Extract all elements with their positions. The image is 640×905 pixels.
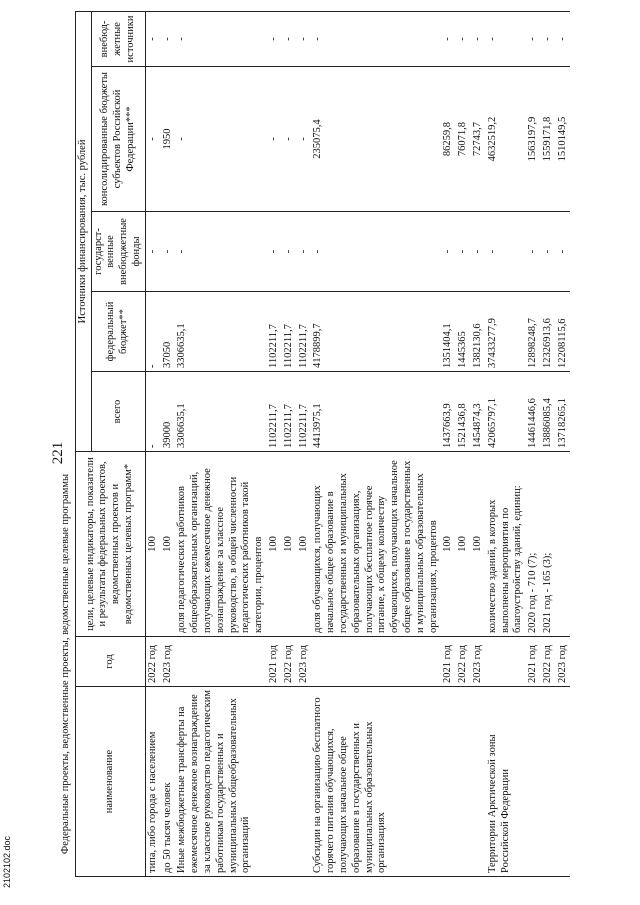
- table-row: [456, 11, 471, 876]
- cell-federal: 1102211,7: [267, 292, 282, 372]
- cell-target: 100: [282, 452, 297, 637]
- cell-target: 100: [145, 452, 160, 637]
- cell-extra: -: [456, 11, 471, 66]
- cell-year: 2021 год: [526, 637, 541, 687]
- cell-target: [556, 452, 571, 637]
- cell-regional: -: [297, 67, 312, 212]
- cell-target: 100: [456, 452, 471, 637]
- cell-state-funds: -: [456, 212, 471, 292]
- page-number: 221: [49, 441, 66, 465]
- col-header-state-funds: государст-венные внебюджетные фонды: [91, 212, 145, 292]
- cell-target: доля педагогических работников общеобразовательных организаций, получающих ежемесячное денежное вознаграждение за классное руководство, в общей численности педагогических работников такой категории, процентов: [175, 452, 267, 637]
- cell-target: 2020 год - 710 (7);: [526, 452, 541, 637]
- table-row: [161, 11, 176, 876]
- cell-federal: 1445365: [456, 292, 471, 372]
- cell-total: 4413975,1: [311, 372, 441, 452]
- cell-year: 2022 год: [456, 637, 471, 687]
- cell-extra: -: [161, 11, 176, 66]
- cell-name: [297, 687, 312, 877]
- rotated-table-container: [58, 12, 568, 877]
- cell-year: [486, 637, 526, 687]
- cell-regional: 1510149,5: [556, 67, 571, 212]
- cell-state-funds: -: [486, 212, 526, 292]
- cell-state-funds: -: [541, 212, 556, 292]
- cell-total: -: [145, 372, 160, 452]
- cell-total: 1102211,7: [267, 372, 282, 452]
- cell-extra: -: [267, 11, 282, 66]
- table-row: [526, 11, 541, 876]
- cell-federal: 1102211,7: [297, 292, 312, 372]
- cell-state-funds: -: [161, 212, 176, 292]
- cell-state-funds: -: [297, 212, 312, 292]
- table-body: [145, 11, 570, 876]
- cell-name: [471, 687, 486, 877]
- cell-year: 2022 год: [282, 637, 297, 687]
- cell-total: 39000: [161, 372, 176, 452]
- cell-federal: 3306635,1: [175, 292, 267, 372]
- cell-extra: -: [541, 11, 556, 66]
- footer-filename: 2102102.doc: [2, 835, 12, 888]
- cell-state-funds: -: [267, 212, 282, 292]
- cell-state-funds: -: [556, 212, 571, 292]
- cell-extra: -: [175, 11, 267, 66]
- cell-name: [541, 687, 556, 877]
- cell-federal: 12208115,6: [556, 292, 571, 372]
- col-header-name: наименование: [75, 687, 145, 877]
- cell-extra: -: [471, 11, 486, 66]
- cell-year: 2023 год: [297, 637, 312, 687]
- cell-name: до 50 тысяч человек: [161, 687, 176, 877]
- cell-name: Субсидии на организацию бесплатного горячего питания обучающихся, получающих начальное общее образование в государственных и муниципальных образовательных организациях: [311, 687, 441, 877]
- cell-target: 100: [161, 452, 176, 637]
- cell-state-funds: -: [471, 212, 486, 292]
- col-header-federal: федеральный бюджет**: [91, 292, 145, 372]
- cell-extra: -: [282, 11, 297, 66]
- cell-total: 42065797,1: [486, 372, 526, 452]
- cell-year: 2021 год: [267, 637, 282, 687]
- cell-federal: 37050: [161, 292, 176, 372]
- cell-year: 2023 год: [161, 637, 176, 687]
- cell-regional: -: [175, 67, 267, 212]
- cell-state-funds: -: [526, 212, 541, 292]
- cell-total: 1521436,8: [456, 372, 471, 452]
- col-header-extrabudget: внебюд-жетные источники: [91, 11, 145, 66]
- cell-name: [456, 687, 471, 877]
- cell-extra: -: [441, 11, 456, 66]
- cell-extra: -: [556, 11, 571, 66]
- table-title: Федеральные проекты, ведомственные проекты, ведомственные целевые программы: [58, 452, 75, 877]
- table-row: [541, 11, 556, 876]
- cell-regional: 1559171,8: [541, 67, 556, 212]
- cell-total: 13886085,4: [541, 372, 556, 452]
- cell-extra: -: [297, 11, 312, 66]
- col-header-regional: консолидированные бюджеты субъектов Российской Федерации***: [91, 67, 145, 212]
- cell-year: 2023 год: [471, 637, 486, 687]
- cell-regional: 1950: [161, 67, 176, 212]
- cell-federal: 1102211,7: [282, 292, 297, 372]
- cell-year: 2021 год: [441, 637, 456, 687]
- cell-year: 2022 год: [145, 637, 160, 687]
- cell-total: 3306635,1: [175, 372, 267, 452]
- cell-total: 13718265,1: [556, 372, 571, 452]
- cell-name: типа, либо города с населением: [145, 687, 160, 877]
- cell-extra: -: [145, 11, 160, 66]
- cell-extra: -: [526, 11, 541, 66]
- cell-regional: -: [267, 67, 282, 212]
- table-row: [471, 11, 486, 876]
- cell-target: 2021 год - 165 (3);: [541, 452, 556, 637]
- cell-name: [267, 687, 282, 877]
- cell-extra: -: [486, 11, 526, 66]
- table-row: [297, 11, 312, 876]
- cell-name: [282, 687, 297, 877]
- cell-total: 1102211,7: [297, 372, 312, 452]
- funding-table: [58, 11, 570, 877]
- cell-target: количество зданий, в которых выполнены мероприятия по благоустройству зданий, единиц:: [486, 452, 526, 637]
- cell-total: 14461446,6: [526, 372, 541, 452]
- cell-year: 2023 год: [556, 637, 571, 687]
- cell-name: Иные межбюджетные трансферты на ежемесячное денежное вознаграждение за классное руководство педагогическим работникам государственных и муниципальных общеобразовательных организаций: [175, 687, 267, 877]
- table-row: [441, 11, 456, 876]
- cell-year: [311, 637, 441, 687]
- cell-target: 100: [471, 452, 486, 637]
- cell-regional: -: [282, 67, 297, 212]
- cell-extra: -: [311, 11, 441, 66]
- cell-federal: 4178899,7: [311, 292, 441, 372]
- cell-name: [441, 687, 456, 877]
- cell-target: 100: [441, 452, 456, 637]
- cell-federal: 1382130,6: [471, 292, 486, 372]
- cell-total: 1454874,3: [471, 372, 486, 452]
- cell-target: доля обучающихся, получающих начальное общее образование в государственных и муниципальных образовательных организациях, получающих бесплатное горячее питание, к общему количеству обучающихся, получающих начальное общее образование в государственных и муниципальных образовательных организациях, процентов: [311, 452, 441, 637]
- cell-regional: 1563197,9: [526, 67, 541, 212]
- cell-state-funds: -: [441, 212, 456, 292]
- cell-year: 2022 год: [541, 637, 556, 687]
- col-header-target: цели, целевые индикаторы, показатели и результаты федеральных проектов, ведомственных проектов и ведомственных целевых программ*: [75, 452, 145, 637]
- cell-regional: 4632519,2: [486, 67, 526, 212]
- cell-total: 1102211,7: [282, 372, 297, 452]
- cell-state-funds: -: [282, 212, 297, 292]
- table-row: [267, 11, 282, 876]
- col-header-sources: Источники финансирования, тыс. рублей: [75, 11, 91, 451]
- cell-state-funds: -: [311, 212, 441, 292]
- table-row: [486, 11, 526, 876]
- cell-federal: 37433277,9: [486, 292, 526, 372]
- table-row: [145, 11, 160, 876]
- cell-name: Территории Арктической зоны Российской Федерации: [486, 687, 526, 877]
- cell-state-funds: -: [175, 212, 267, 292]
- cell-name: [526, 687, 541, 877]
- empty-title-cell: [58, 11, 75, 451]
- cell-total: 1437663,9: [441, 372, 456, 452]
- cell-name: [556, 687, 571, 877]
- cell-federal: 1351404,1: [441, 292, 456, 372]
- table-row: [311, 11, 441, 876]
- cell-regional: 235075,4: [311, 67, 441, 212]
- col-header-year: год: [75, 637, 145, 687]
- cell-state-funds: -: [145, 212, 160, 292]
- table-row: [282, 11, 297, 876]
- cell-regional: 72743,7: [471, 67, 486, 212]
- cell-year: [175, 637, 267, 687]
- cell-federal: 12326913,6: [541, 292, 556, 372]
- cell-federal: -: [145, 292, 160, 372]
- cell-regional: 76071,8: [456, 67, 471, 212]
- cell-target: 100: [267, 452, 282, 637]
- table-row: [175, 11, 267, 876]
- cell-federal: 12898248,7: [526, 292, 541, 372]
- cell-regional: 86259,8: [441, 67, 456, 212]
- table-row: [556, 11, 571, 876]
- cell-target: 100: [297, 452, 312, 637]
- col-header-total: всего: [91, 372, 145, 452]
- cell-regional: -: [145, 67, 160, 212]
